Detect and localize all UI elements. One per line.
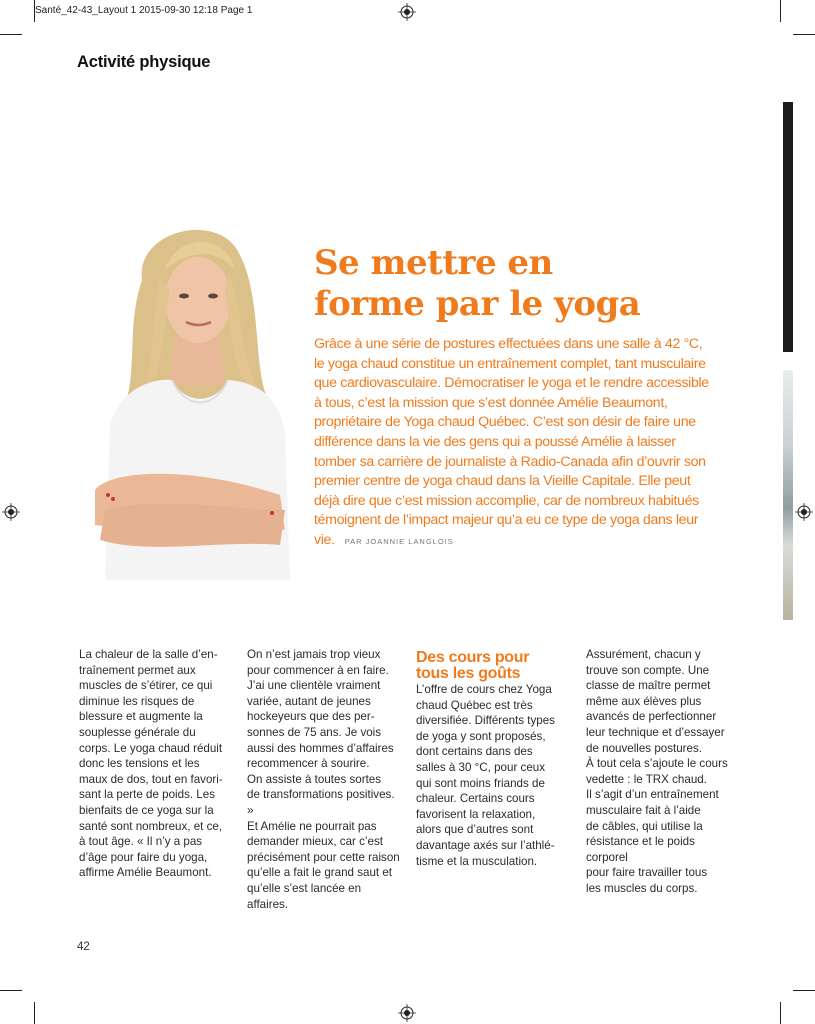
portrait-photo — [80, 210, 300, 590]
section-title: Activité physique — [77, 53, 211, 71]
crop-mark — [0, 34, 22, 35]
body-column-2-text: On n’est jamais trop vieux pour commencer à en faire. J’ai une clientèle vraiment variée, autant de jeunes hockeyeurs que des per- sonnes de 75 ans. Je vois aussi des hommes d’affaires recommencer à sourire. On assiste à toutes sortes de transformations positives. » Et Amélie ne pourrait pas demander mieux, car c’est précisément pour cette raison qu’elle a fait le grand saut et qu’elle s’est lancée en affaires. — [247, 648, 400, 911]
crop-mark — [793, 34, 815, 35]
crop-mark — [793, 990, 815, 991]
body-column-3-text: L’offre de cours chez Yoga chaud Québec est très diversifiée. Différents types de yoga y sont proposés, dont certains dans des salles à 30 °C, pour ceux qui sont moins friands de chaleur. Certains cours favorisent la relaxation, alors que d’autres sont davantage axés sur l’athlé- tisme et la musculation. — [416, 683, 555, 868]
article-title — [314, 243, 734, 325]
facing-page-bleed-image — [783, 370, 793, 620]
registration-mark-icon — [398, 1004, 416, 1022]
body-column-1-text: La chaleur de la salle d’en- traînement permet aux muscles de s’étirer, ce qui diminue les risques de blessure et augmente la souplesse générale du corps. Le yoga chaud réduit donc les tensions et les maux de dos, tout en favori- sant la perte de poids. Les bienfaits de ce yoga sur la santé sont nombreux, et ce, à tout âge. « Il n’y a pas d’âge pour faire du yoga, affirme Amélie Beaumont. — [79, 648, 223, 880]
lede-text: Grâce à une série de postures effectuées dans une salle à 42 °C, le yoga chaud constitue un entraînement complet, tant musculaire que cardiovasculaire. Démocratiser le yoga et le rendre accessible à tous, c’est la mission que s’est donnée Amélie Beaumont, propriétaire de Yoga chaud Québec. C’est son désir de faire une différence dans la vie des gens qui a poussé Amélie à laisser tomber sa carrière de journaliste à Radio-Canada afin d’ouvrir son premier centre de yoga chaud dans la Vieille Capitale. Elle peut déjà dire que c’est mission accomplie, car de nombreux habitués témoignent de l’impact majeur qu’a eu ce type de yoga dans leur vie. — [314, 336, 709, 548]
page-number: 42 — [77, 941, 90, 953]
byline: PAR JOANNIE LANGLOIS — [344, 536, 454, 546]
crop-mark — [780, 1002, 781, 1024]
registration-mark-icon — [795, 503, 813, 521]
article-lede — [314, 335, 714, 552]
column-subhead: Des cours pour tous les goûts — [416, 649, 530, 682]
crop-mark — [34, 1002, 35, 1024]
print-slug: Santé_42-43_Layout 1 2015-09-30 12:18 Page 1 — [35, 5, 253, 16]
body-column-4-text: Assurément, chacun y trouve son compte. Une classe de maître permet même aux élèves plus avancés de perfectionner leur technique et d’essayer de nouvelles postures. À tout cela s’ajoute le cours vedette : le TRX chaud. Il s’agit d’un entraînement musculaire fait à l’aide de câbles, qui utilise la résistance et le poids corporel pour faire travailler tous les muscles du corps. — [586, 648, 728, 895]
crop-mark — [0, 990, 22, 991]
registration-mark-icon — [398, 3, 416, 21]
body-column-4 — [586, 647, 738, 897]
body-column-1 — [79, 647, 229, 881]
crop-mark — [780, 0, 781, 22]
article-title-line-2: forme par le yoga — [314, 284, 641, 324]
facing-page-bleed-dark — [783, 102, 793, 352]
body-column-3 — [416, 647, 571, 869]
article-title-line-1: Se mettre en — [314, 243, 553, 283]
crop-mark — [34, 0, 35, 22]
body-column-2 — [247, 647, 402, 912]
registration-mark-icon — [2, 503, 20, 521]
